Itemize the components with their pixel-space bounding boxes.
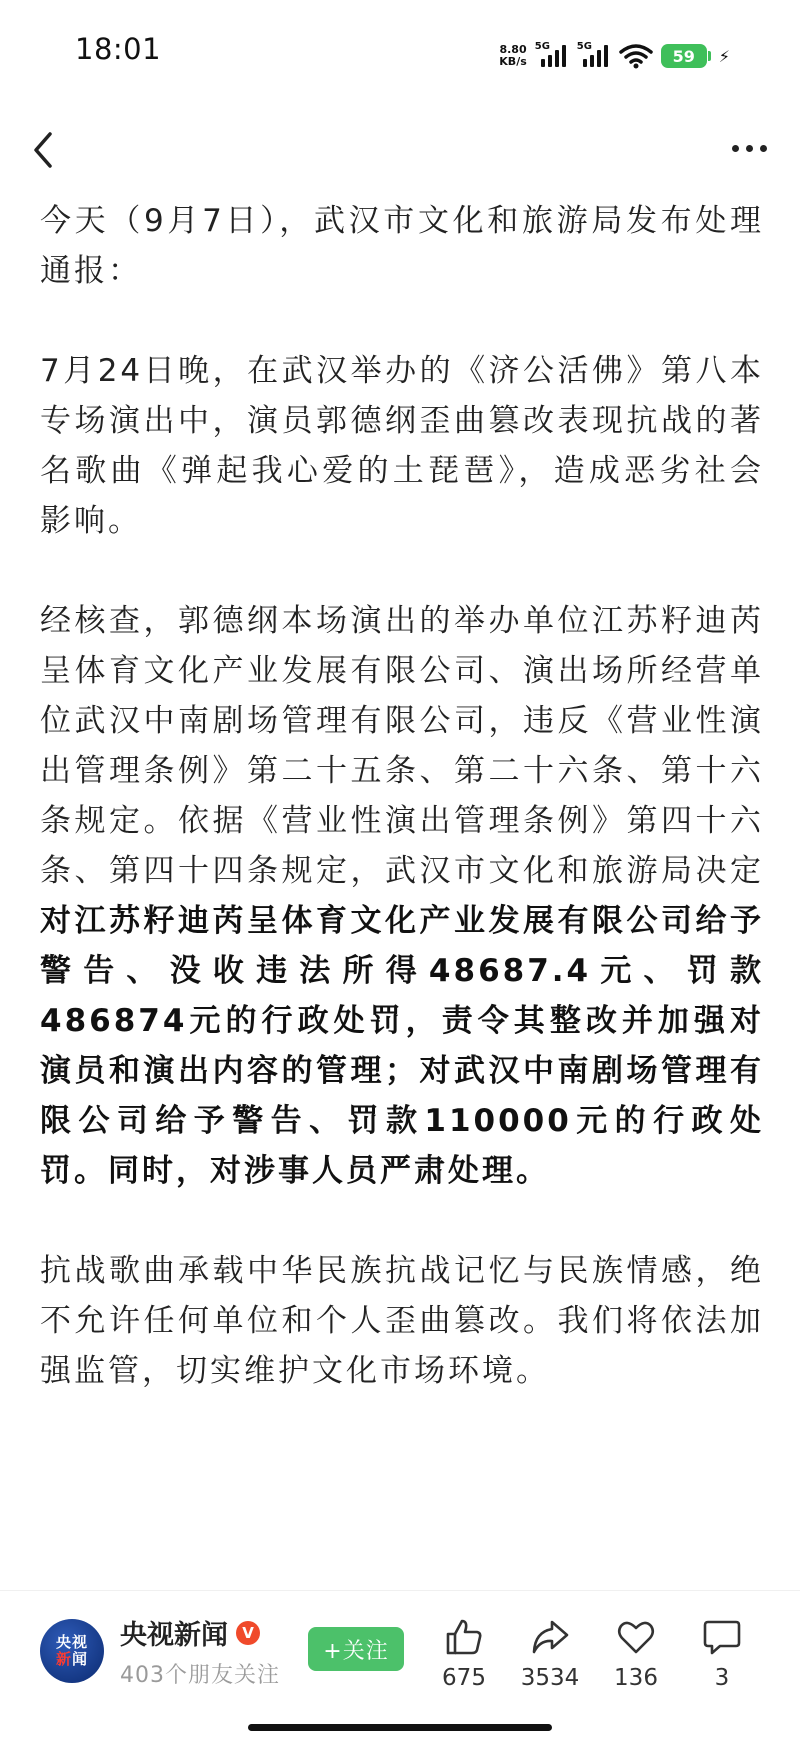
status-indicators	[499, 38, 730, 74]
wifi-icon	[619, 43, 653, 69]
home-indicator[interactable]	[248, 1724, 552, 1731]
comment-count: 3	[714, 1665, 730, 1691]
followers-count: 403个朋友关注	[120, 1663, 280, 1688]
article-body	[40, 196, 764, 1576]
network-speed	[499, 44, 526, 68]
network-speed-unit: KB/s	[499, 55, 527, 68]
comment-icon	[702, 1617, 742, 1657]
article-paragraph: 抗战歌曲承载中华民族抗战记忆与民族情感，绝不允许任何单位和个人歪曲篡改。我们将依法加强监管，切实维护文化市场环境。	[40, 1253, 764, 1389]
article-paragraph	[40, 596, 764, 1196]
author-info[interactable]	[120, 1613, 280, 1689]
avatar-text-top: 央视	[55, 1633, 88, 1651]
bold-paragraph-text: 对江苏籽迪芮呈体育文化产业发展有限公司给予警告、没收违法所得48687.4元、罚款486874元的行政处罚，责令其整改并加强对演员和演出内容的管理；对武汉中南剧场管理有限公司给予警告、罚款110000元的行政处罚。同时，对涉事人员严肃处理。	[40, 903, 764, 1189]
back-icon[interactable]	[24, 128, 64, 172]
battery-icon	[661, 44, 707, 68]
network-speed-value: 8.80	[499, 43, 527, 56]
follow-button[interactable]: +关注	[308, 1627, 404, 1671]
charging-icon: ⚡	[718, 46, 730, 66]
article-paragraph: 7月24日晚，在武汉举办的《济公活佛》第八本专场演出中，演员郭德纲歪曲篡改表现抗战的著名歌曲《弹起我心爱的土琵琶》，造成恶劣社会影响。	[40, 353, 764, 539]
verified-icon: V	[236, 1621, 260, 1645]
heart-icon	[616, 1617, 656, 1657]
signal-type-label: 5G	[534, 41, 550, 52]
nav-bar	[0, 110, 800, 190]
like-count: 675	[442, 1665, 486, 1691]
cellular-signal-icon	[577, 43, 611, 69]
like-button[interactable]	[424, 1617, 504, 1691]
signal-type-label: 5G	[576, 41, 592, 52]
author-avatar[interactable]	[40, 1619, 104, 1683]
paragraph-text: 经核查，郭德纲本场演出的举办单位江苏籽迪芮呈体育文化产业发展有限公司、演出场所经营单位武汉中南剧场管理有限公司，违反《营业性演出管理条例》第二十五条、第二十六条、第十六条规定。依据《营业性演出管理条例》第四十六条、第四十四条规定，武汉市文化和旅游局决定	[40, 603, 764, 889]
status-time: 18:01	[75, 32, 162, 66]
share-button[interactable]	[510, 1617, 590, 1691]
thumbs-up-icon	[444, 1617, 484, 1657]
bottom-action-bar	[0, 1590, 800, 1700]
comment-button[interactable]	[682, 1617, 762, 1691]
status-bar	[0, 0, 800, 110]
battery-level: 59	[672, 46, 695, 66]
author-name: 央视新闻 V	[120, 1613, 280, 1652]
favorite-count: 136	[614, 1665, 658, 1691]
share-count: 3534	[520, 1665, 580, 1691]
article-paragraph: 今天（9月7日），武汉市文化和旅游局发布处理通报：	[40, 203, 764, 289]
share-icon	[530, 1617, 570, 1657]
avatar-text-bottom: 新闻	[55, 1650, 89, 1668]
battery-cap	[708, 51, 711, 61]
cellular-signal-icon	[535, 43, 569, 69]
more-icon[interactable]	[732, 138, 772, 158]
favorite-button[interactable]	[596, 1617, 676, 1691]
